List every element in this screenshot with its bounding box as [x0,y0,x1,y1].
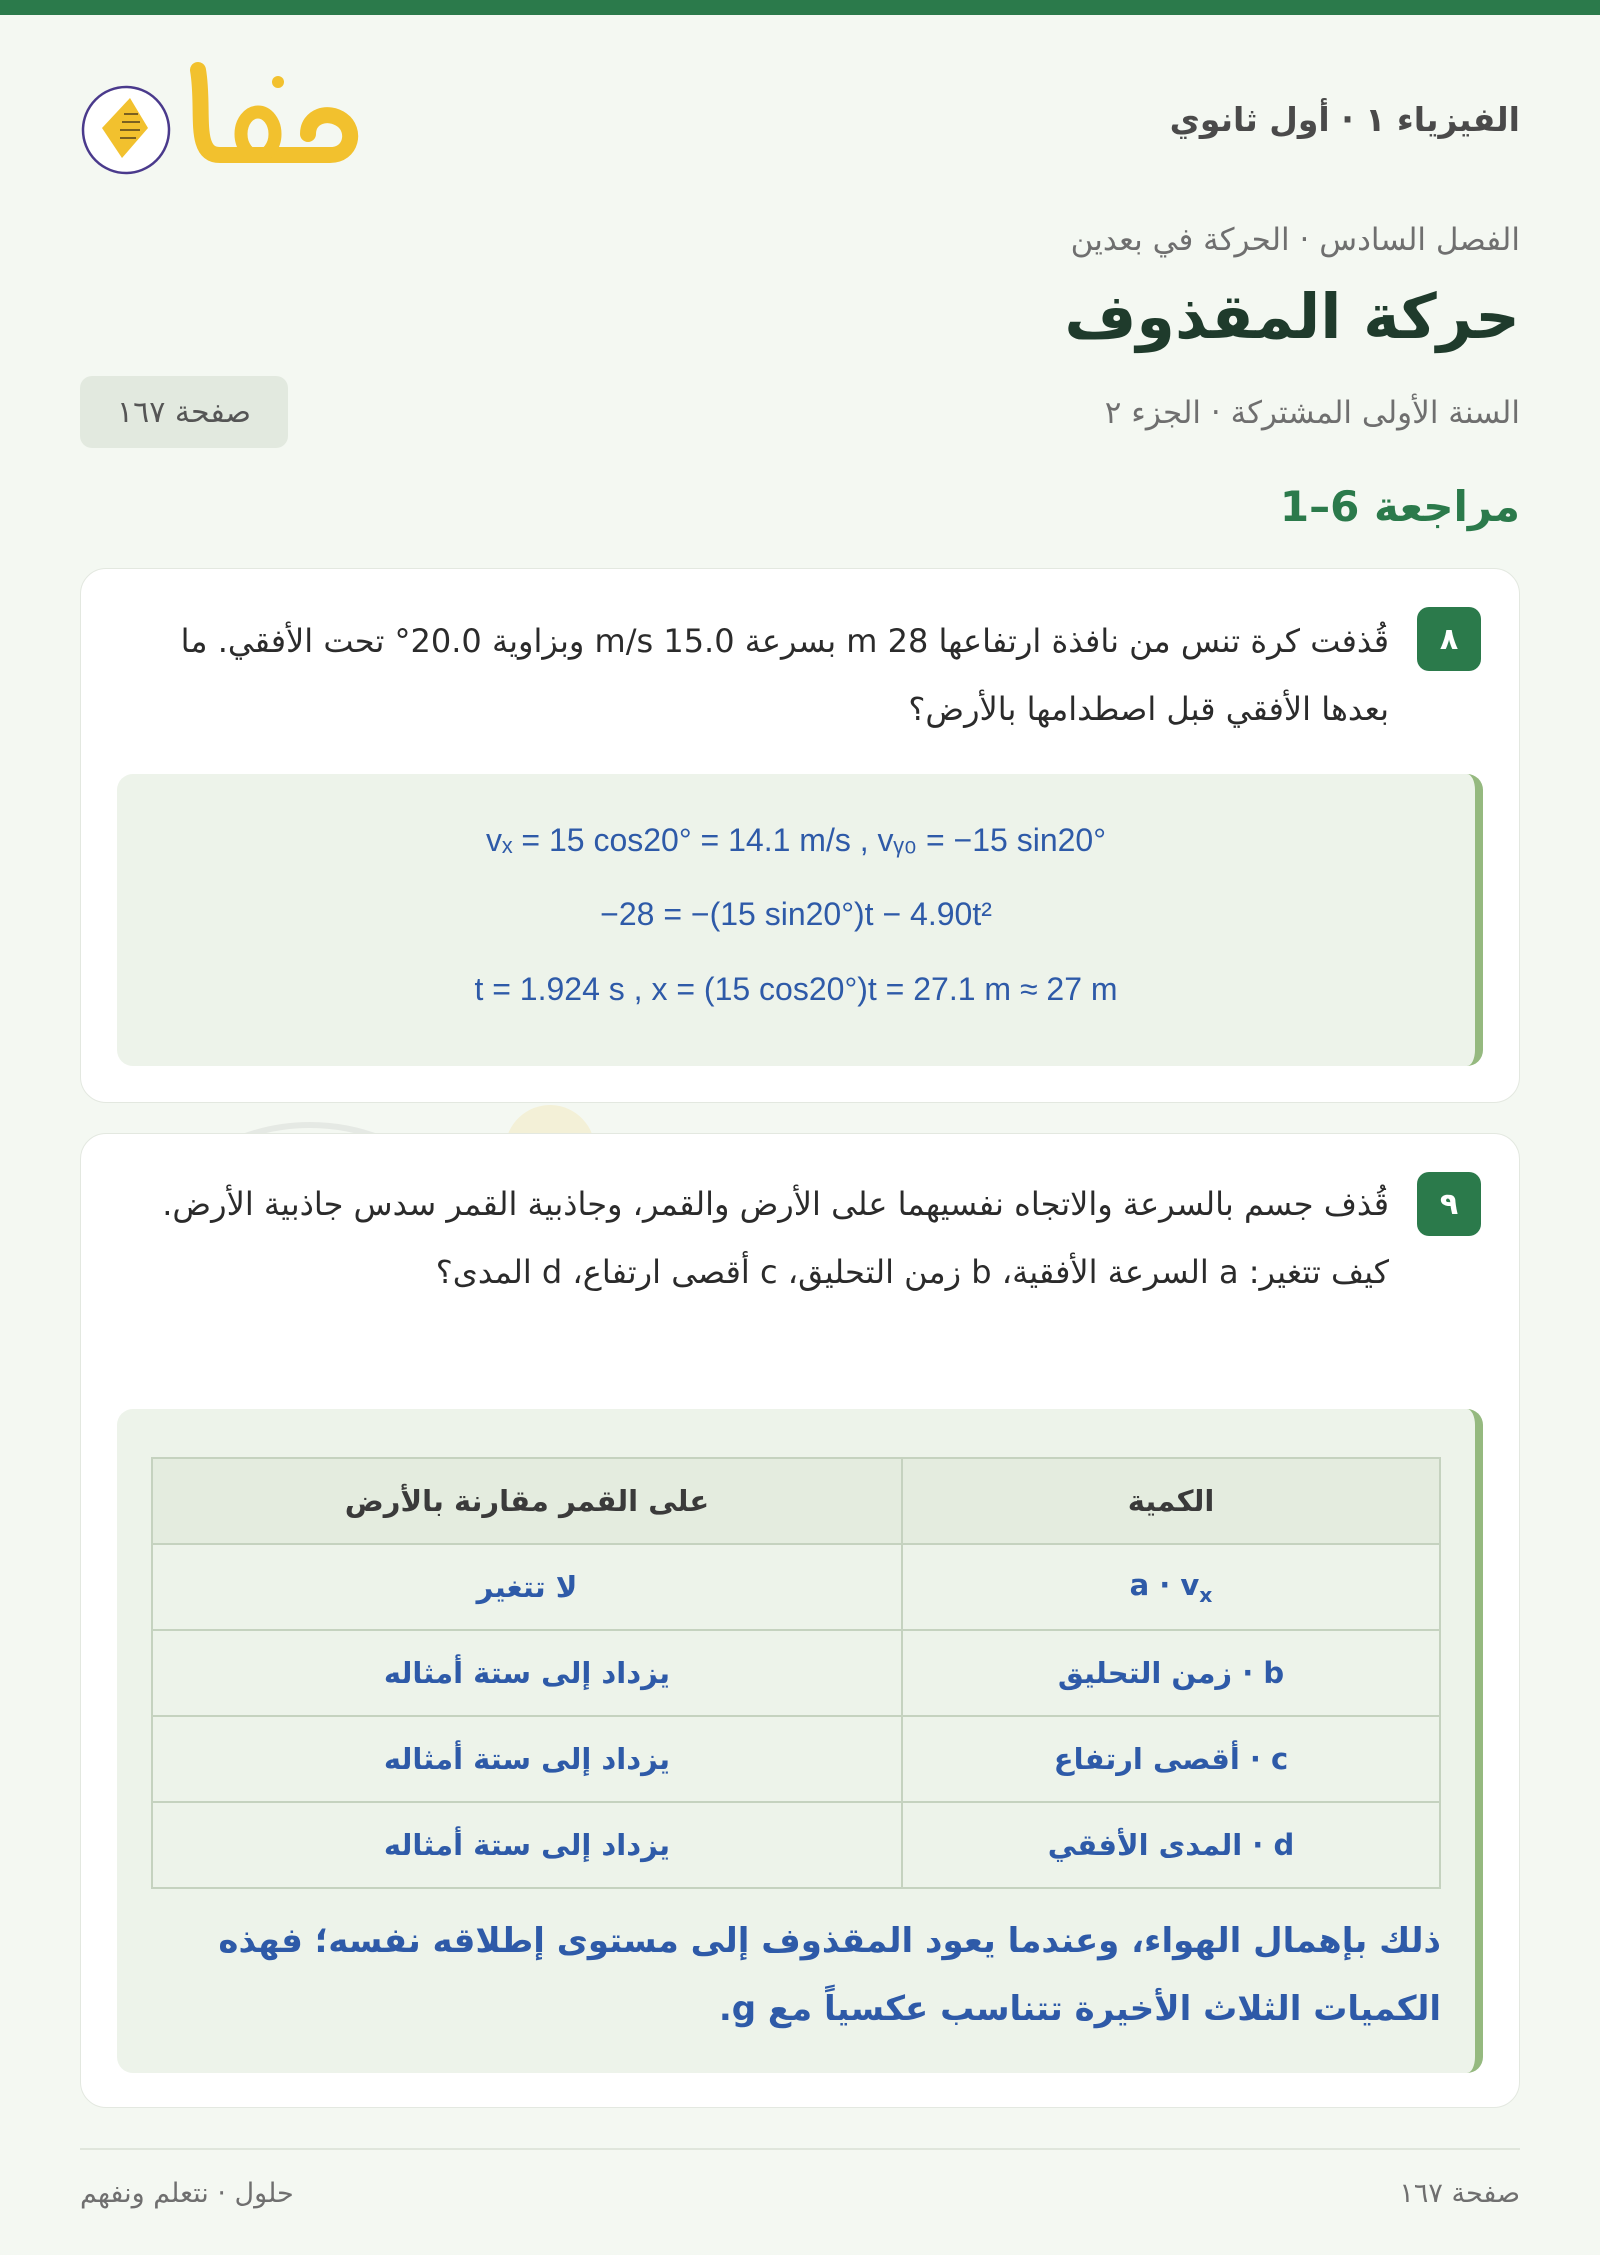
quantity-cell: d · المدى الأفقي [902,1802,1440,1888]
value-cell: يزداد إلى ستة أمثاله [152,1716,902,1802]
quantity-cell: b · زمن التحليق [902,1630,1440,1716]
table-row [152,1630,1440,1716]
footer-brand: حلول · نتعلم ونفهم [80,2178,294,2209]
subject-label: الفيزياء ١ · أول ثانوي [1169,100,1520,139]
quantity-prefix: a · v [1129,1567,1200,1602]
footer-page: صفحة ١٦٧ [1399,2178,1520,2209]
answer-box [117,1409,1483,2073]
answer-note: ذلك بإهمال الهواء، وعندما يعود المقذوف إلى مستوى إطلاقه نفسه؛ فهذه الكميات الثلاث الأخيرة تتناسب عكسياً مع g. [218,1921,1441,2029]
value-cell: لا تتغير [152,1544,902,1630]
solution-line: t = 1.924 s , x = (15 cos20°)t = 27.1 m ≈ 27 m [474,971,1118,1007]
hulul-logo [80,60,370,180]
value-cell: يزداد إلى ستة أمثاله [152,1802,902,1888]
chapter-label: الفصل السادس · الحركة في بعدين [1070,222,1520,258]
top-accent-bar [0,0,1600,15]
solution-line: vₓ = 15 cos20° = 14.1 m/s , vᵧ₀ = −15 sin20° [486,822,1106,858]
question-card-9 [80,1133,1520,2108]
comparison-table [151,1457,1441,1889]
question-text: قُذفت كرة تنس من نافذة ارتفاعها 28 m بسرعة 15.0 m/s وبزاوية 20.0° تحت الأفقي. ما بعدها الأفقي قبل اصطدامها بالأرض؟ [180,622,1389,728]
table-header-moon: على القمر مقارنة بالأرض [152,1458,902,1544]
footer-divider [80,2148,1520,2150]
answer-box [117,774,1483,1066]
question-number: ٨ [1417,607,1481,671]
quantity-cell: c · أقصى ارتفاع [902,1716,1440,1802]
page-title: حركة المقذوف [1064,280,1520,353]
page-badge: صفحة ١٦٧ [80,376,288,448]
question-number: ٩ [1417,1172,1481,1236]
table-header-quantity: الكمية [902,1458,1440,1544]
solution-line: −28 = −(15 sin20°)t − 4.90t² [600,896,992,932]
quantity-cell [902,1544,1440,1630]
table-row [152,1544,1440,1630]
page-header [80,60,1520,180]
table-row [152,1802,1440,1888]
quantity-subscript: x [1199,1582,1213,1607]
question-card-8 [80,568,1520,1103]
table-row [152,1716,1440,1802]
section-title: مراجعة 6–1 [1279,482,1520,531]
table-header-row [152,1458,1440,1544]
part-label: السنة الأولى المشتركة · الجزء ٢ [1104,395,1520,431]
value-cell: يزداد إلى ستة أمثاله [152,1630,902,1716]
question-text: قُذف جسم بالسرعة والاتجاه نفسيهما على الأرض والقمر، وجاذبية القمر سدس جاذبية الأرض. كيف تتغير: a السرعة الأفقية، b زمن التحليق، c أقصى ارتفاع، d المدى؟ [162,1185,1389,1291]
